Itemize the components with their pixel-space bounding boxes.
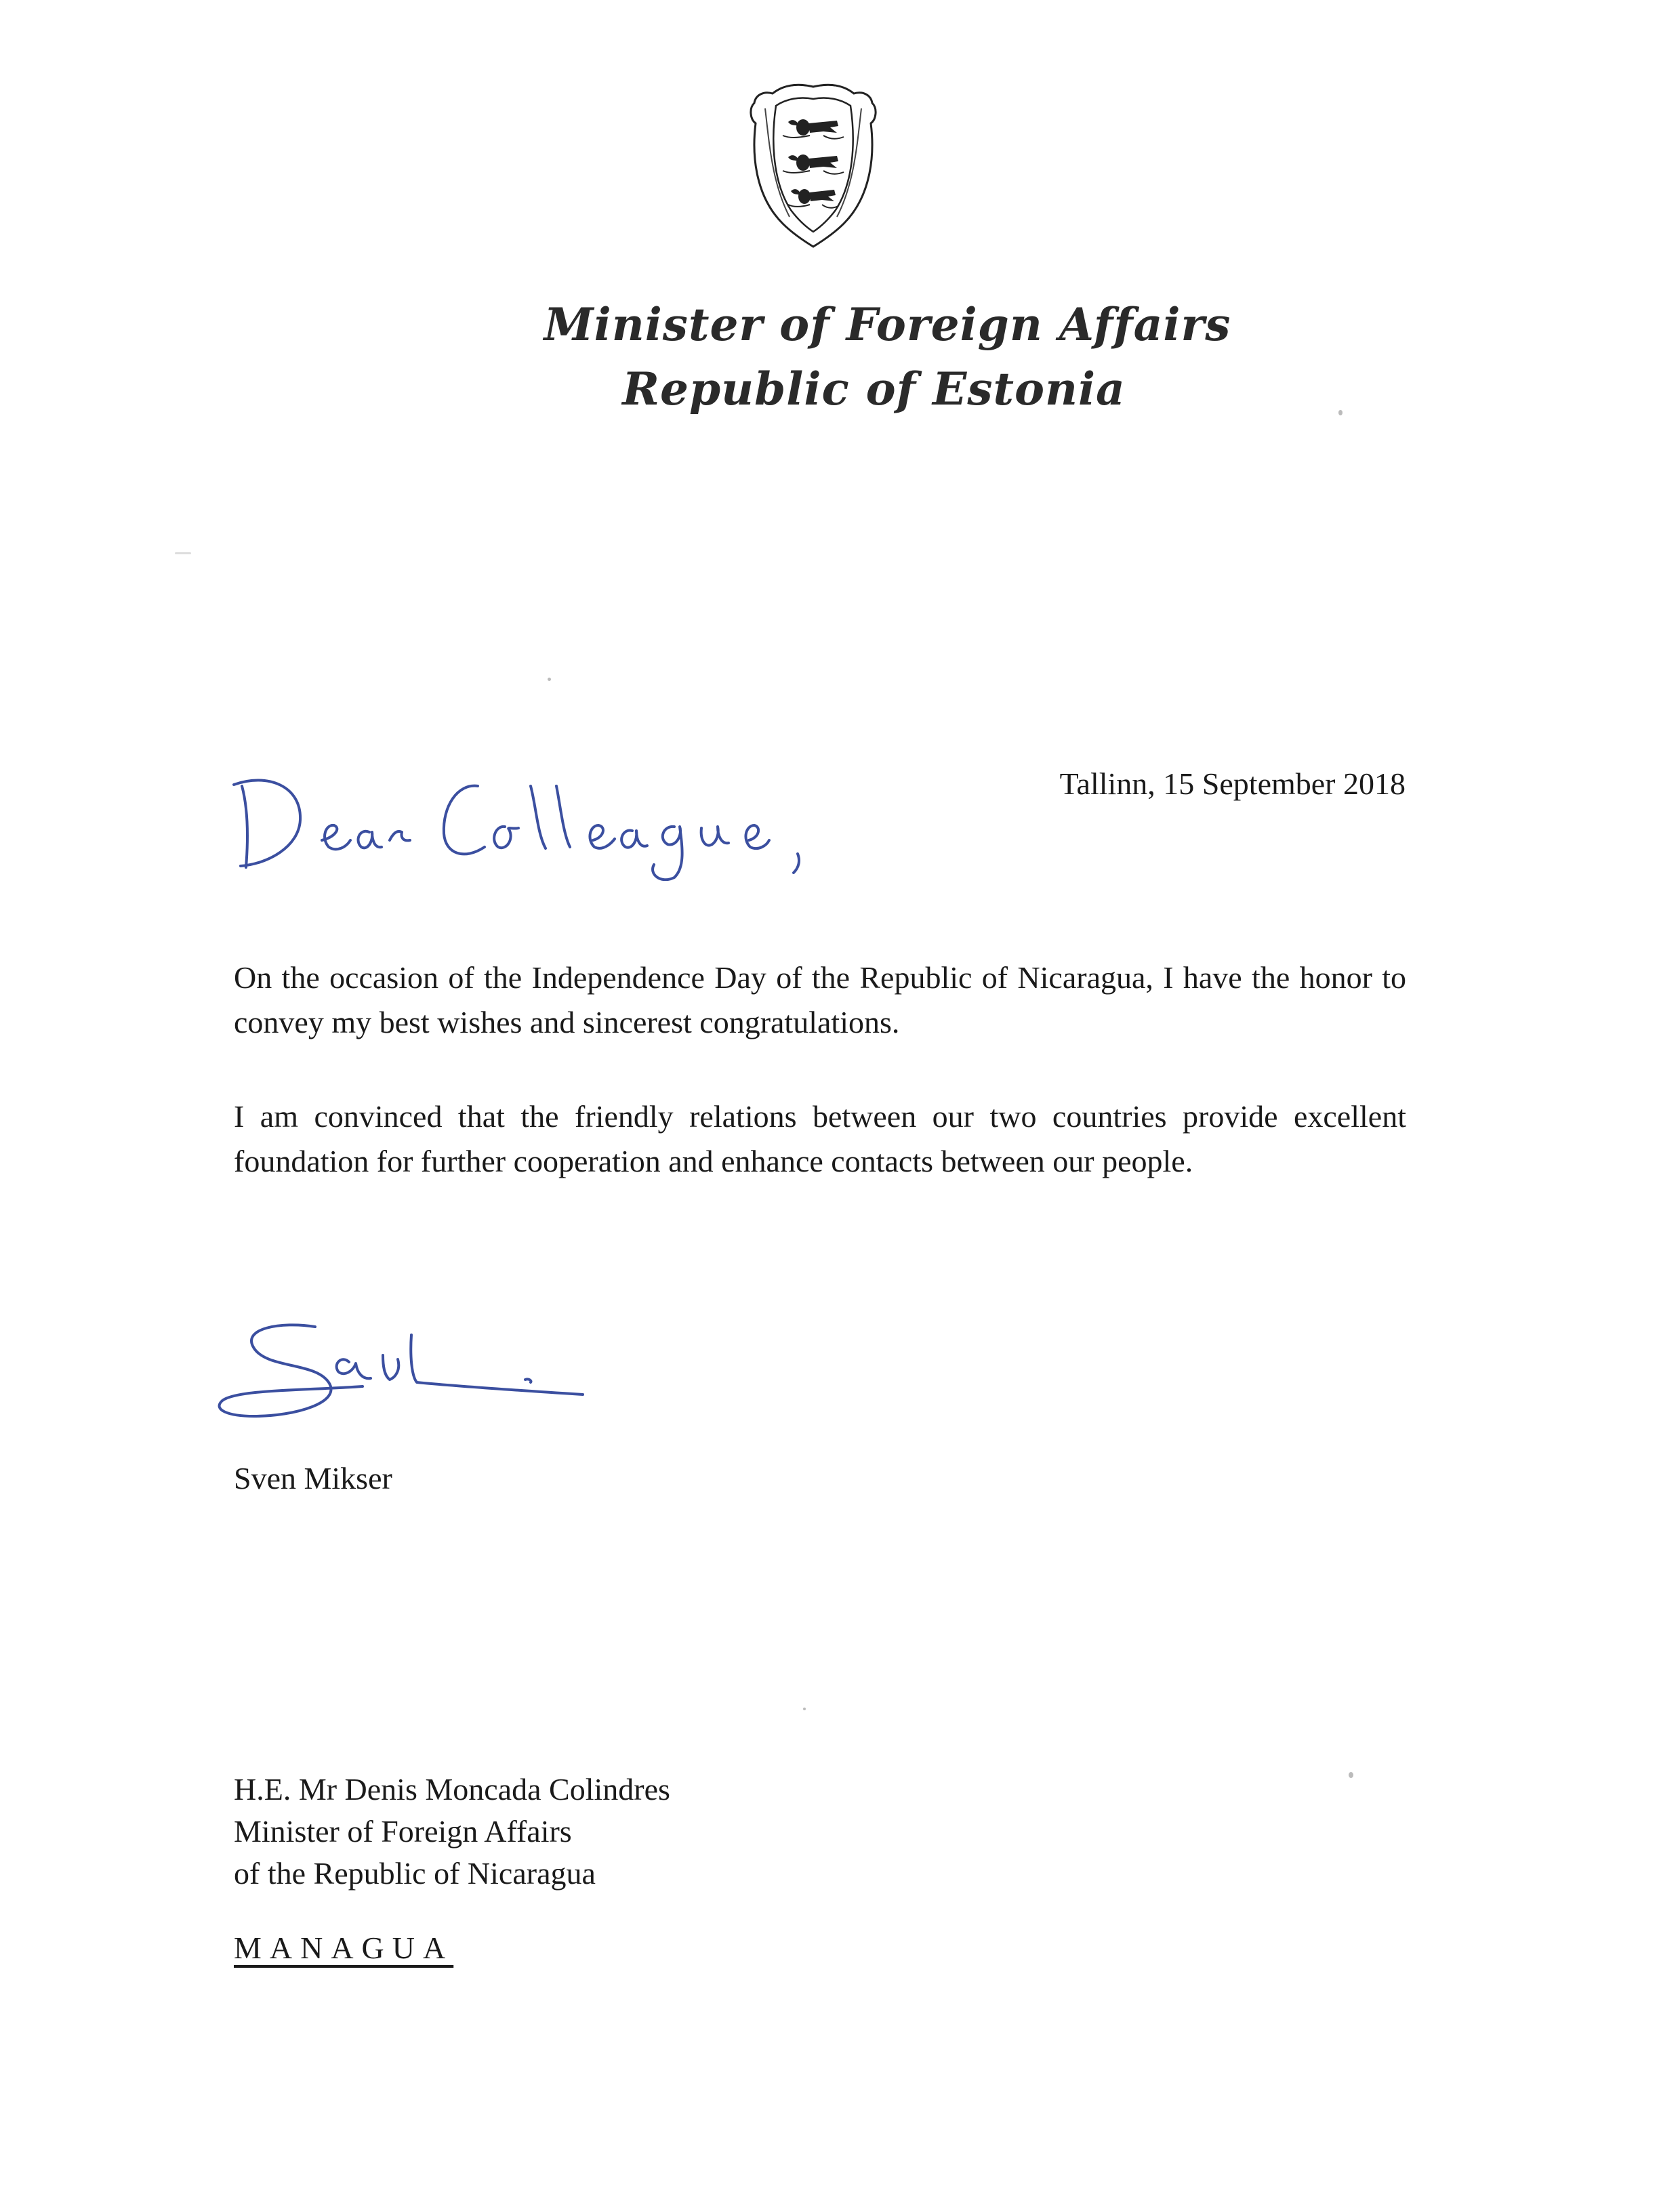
recipient-line-3: of the Republic of Nicaragua <box>234 1856 596 1891</box>
recipient-line-1: H.E. Mr Denis Moncada Colindres <box>234 1772 670 1807</box>
scan-speck <box>1338 410 1343 415</box>
scan-speck <box>548 678 551 681</box>
body-paragraph-2: I am convinced that the friendly relations between our two countries provide excellent foundation for further cooperation and enhance contacts between our people. <box>234 1099 1406 1178</box>
recipient-city: MANAGUA <box>234 1931 454 1965</box>
handwritten-signature <box>213 1315 593 1437</box>
letterhead-subtitle: Republic of Estonia <box>622 363 1126 415</box>
scan-speck <box>1349 1772 1353 1778</box>
recipient-line-2: Minister of Foreign Affairs <box>234 1814 572 1849</box>
coat-of-arms-icon <box>742 81 884 251</box>
handwritten-salutation <box>227 745 830 881</box>
scan-speck <box>175 552 191 554</box>
letter-date: Tallinn, 15 September 2018 <box>1059 766 1406 801</box>
body-paragraph-1: On the occasion of the Independence Day of the Republic of Nicaragua, I have the honor to convey my best wishes and sincerest congratulations. <box>234 960 1406 1039</box>
letterhead-title: Minister of Foreign Affairs <box>544 298 1231 351</box>
scan-speck <box>803 1708 806 1710</box>
signer-name: Sven Mikser <box>234 1461 392 1495</box>
